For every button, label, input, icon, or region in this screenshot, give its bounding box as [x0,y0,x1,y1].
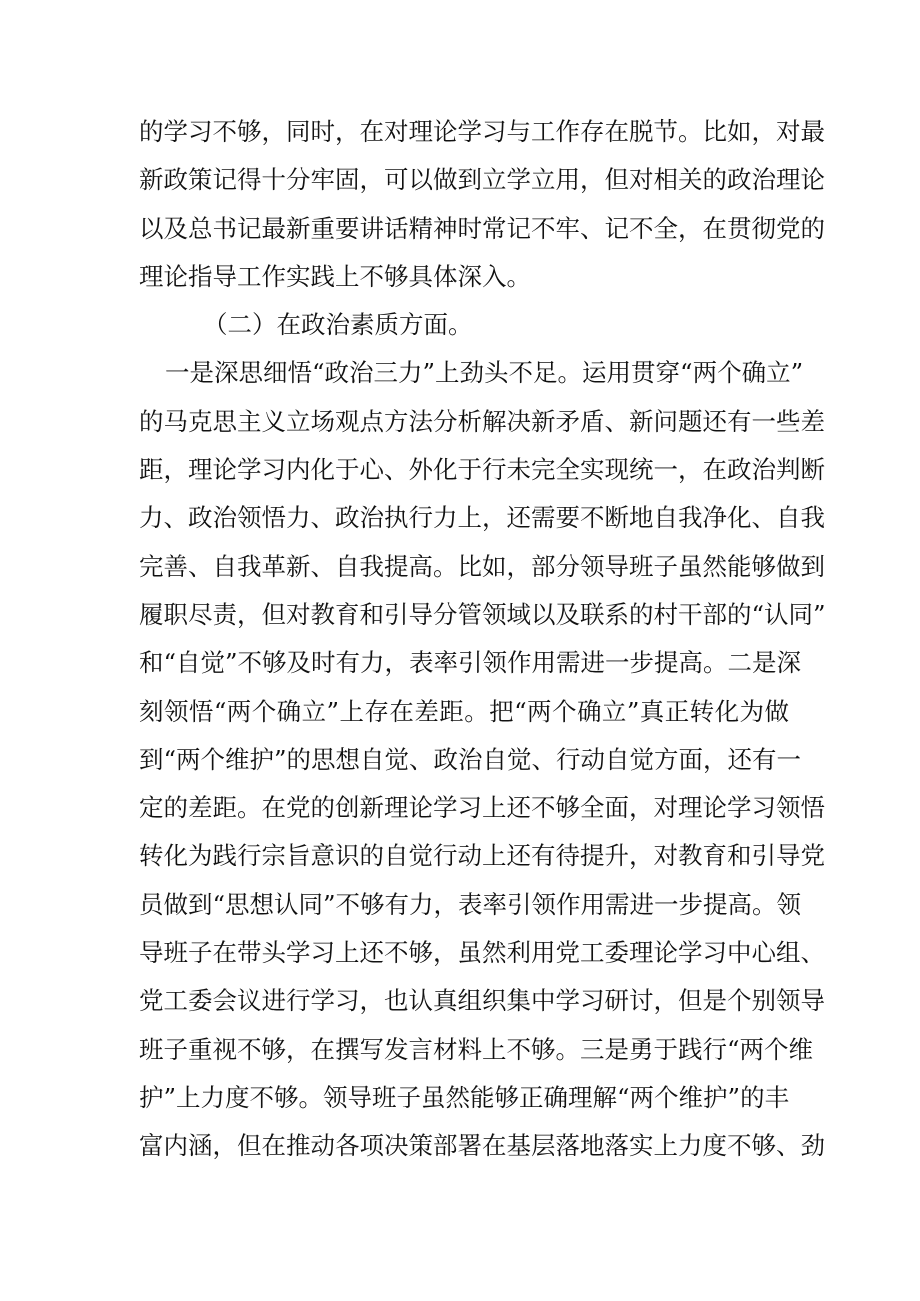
text-line: 和“自觉”不够及时有力，表率引领作用需进一步提高。二是深 [139,648,802,678]
document-body [139,108,826,1171]
text-line: 刻领悟“两个确立”上存在差距。把“两个确立”真正转化为做 [139,696,789,726]
text-line: 一是深思细悟“政治三力”上劲头不足。运用贯穿“两个确立” [165,358,804,388]
text-line: 到“两个维护”的思想自觉、政治自觉、行动自觉方面，还有一 [139,744,802,774]
text-line: 距，理论学习内化于心、外化于行未完全实现统一，在政治判断 [139,455,825,485]
text-line: 班子重视不够，在撰写发言材料上不够。三是勇于践行“两个维 [139,1034,814,1064]
text-line: 导班子在带头学习上还不够，虽然利用党工委理论学习中心组、 [139,938,825,968]
text-line: 以及总书记最新重要讲话精神时常记不牢、记不全，在贯彻党的 [139,213,825,243]
text-line: 的马克思主义立场观点方法分析解决新矛盾、新问题还有一些差 [139,406,825,436]
text-line: 力、政治领悟力、政治执行力上，还需要不断地自我净化、自我 [139,503,825,533]
text-line: 的学习不够，同时，在对理论学习与工作存在脱节。比如，对最 [139,117,825,146]
text-line: 富内涵，但在推动各项决策部署在基层落地落实上力度不够、劲 [139,1131,825,1161]
text-line: 员做到“思想认同”不够有力，表率引领作用需进一步提高。领 [139,889,802,919]
section-heading: （二）在政治素质方面。 [203,310,473,340]
text-line: 定的差距。在党的创新理论学习上还不够全面，对理论学习领悟 [139,793,825,823]
text-line: 理论指导工作实践上不够具体深入。 [139,261,531,291]
text-line: 新政策记得十分牢固，可以做到立学立用，但对相关的政治理论 [139,165,825,195]
text-line: 转化为践行宗旨意识的自觉行动上还有待提升，对教育和引导党 [139,841,825,871]
text-line: 党工委会议进行学习，也认真组织集中学习研讨，但是个别领导 [139,986,825,1016]
text-line: 护”上力度不够。领导班子虽然能够正确理解“两个维护”的丰 [139,1082,790,1112]
text-line: 完善、自我革新、自我提高。比如，部分领导班子虽然能够做到 [139,551,825,581]
text-line: 履职尽责，但对教育和引导分管领域以及联系的村干部的“认同” [139,599,826,629]
